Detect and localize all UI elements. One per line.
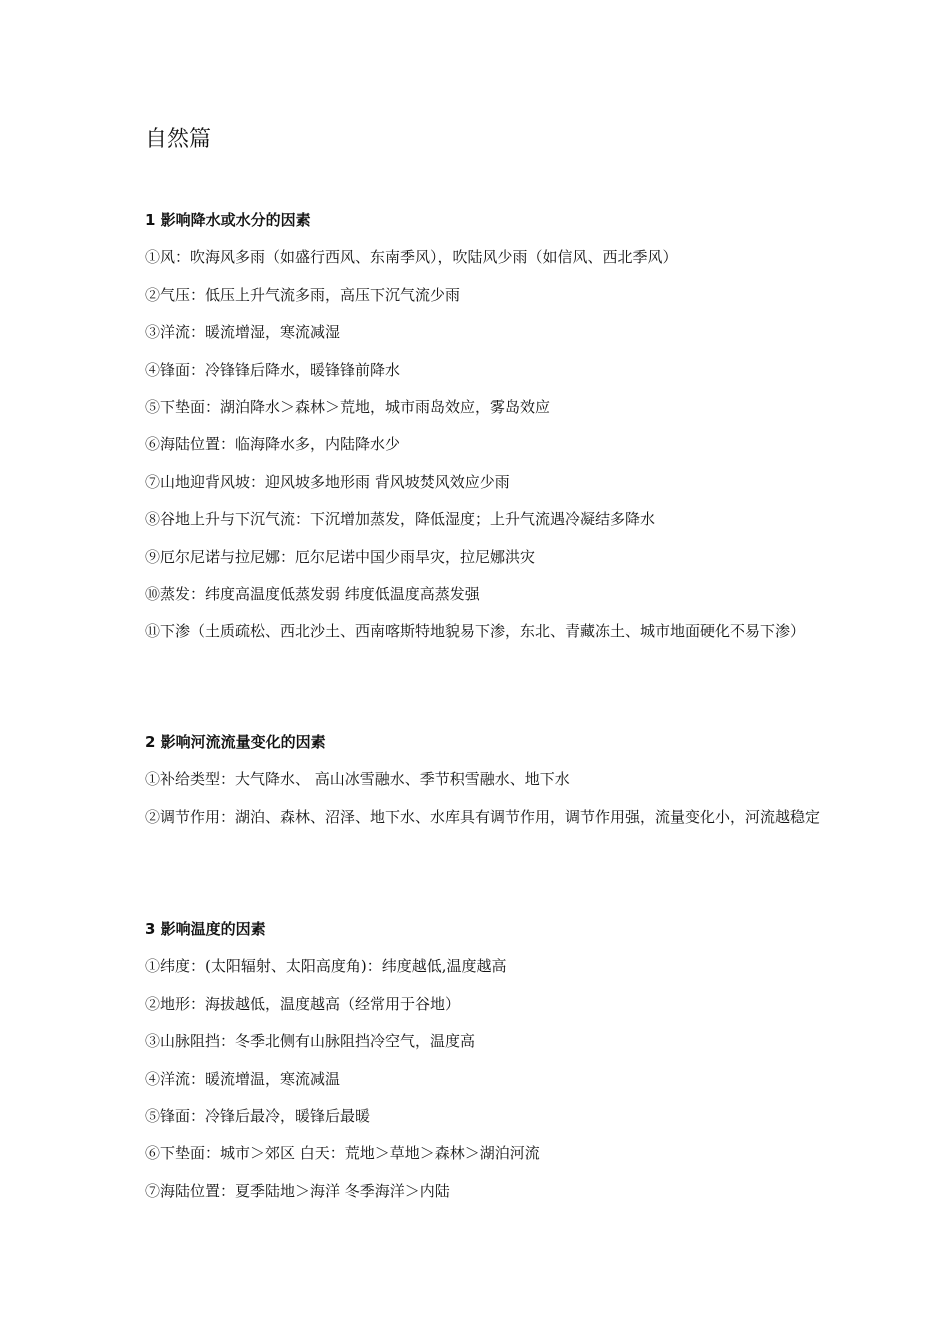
section-heading: 1 影响降水或水分的因素 bbox=[145, 211, 311, 229]
list-item: ⑨厄尔尼诺与拉尼娜：厄尔尼诺中国少雨旱灾，拉尼娜洪灾 bbox=[145, 547, 536, 566]
list-item: ⑧谷地上升与下沉气流：下沉增加蒸发，降低湿度；上升气流遇冷凝结多降水 bbox=[145, 510, 656, 529]
section-heading: 2 影响河流流量变化的因素 bbox=[145, 733, 326, 751]
section-heading: 3 影响温度的因素 bbox=[145, 920, 266, 938]
list-item: ⑥下垫面：城市＞郊区 白天：荒地＞草地＞森林＞湖泊河流 bbox=[145, 1144, 540, 1163]
page-title: 自然篇 bbox=[145, 127, 212, 152]
section-temperature-factors bbox=[145, 911, 825, 1210]
section-river-flow-factors bbox=[145, 724, 825, 836]
list-item: ②气压：低压上升气流多雨，高压下沉气流少雨 bbox=[145, 285, 461, 304]
list-item: ①补给类型：大气降水、 高山冰雪融水、季节积雪融水、地下水 bbox=[145, 770, 570, 789]
list-item: ③洋流：暖流增湿，寒流减湿 bbox=[145, 323, 341, 342]
list-item: ②调节作用：湖泊、森林、沼泽、地下水、水库具有调节作用，调节作用强，流量变化小，河流越稳定 bbox=[145, 807, 821, 826]
list-item: ⑦海陆位置：夏季陆地＞海洋 冬季海洋＞内陆 bbox=[145, 1181, 450, 1200]
list-item: ⑤锋面：冷锋后最冷，暖锋后最暖 bbox=[145, 1107, 371, 1126]
list-item: ①纬度：(太阳辐射、太阳高度角)：纬度越低,温度越高 bbox=[145, 957, 507, 976]
list-item: ②地形：海拔越低，温度越高（经常用于谷地） bbox=[145, 994, 461, 1013]
list-item: ③山脉阻挡：冬季北侧有山脉阻挡冷空气，温度高 bbox=[145, 1032, 476, 1051]
list-item: ⑪下渗（土质疏松、西北沙土、西南喀斯特地貌易下渗，东北、青藏冻土、城市地面硬化不易下渗） bbox=[145, 622, 806, 641]
list-item: ④锋面：冷锋锋后降水，暖锋锋前降水 bbox=[145, 360, 401, 379]
section-precipitation-factors bbox=[145, 202, 825, 651]
list-item: ⑤下垫面：湖泊降水＞森林＞荒地，城市雨岛效应，雾岛效应 bbox=[145, 398, 551, 417]
list-item: ⑩蒸发：纬度高温度低蒸发弱 纬度低温度高蒸发强 bbox=[145, 585, 480, 604]
list-item: ①风：吹海风多雨（如盛行西风、东南季风），吹陆风少雨（如信风、西北季风） bbox=[145, 248, 678, 267]
list-item: ⑦山地迎背风坡：迎风坡多地形雨 背风坡焚风效应少雨 bbox=[145, 472, 510, 491]
list-item: ⑥海陆位置：临海降水多，内陆降水少 bbox=[145, 435, 401, 454]
list-item: ④洋流：暖流增温，寒流减温 bbox=[145, 1069, 341, 1088]
